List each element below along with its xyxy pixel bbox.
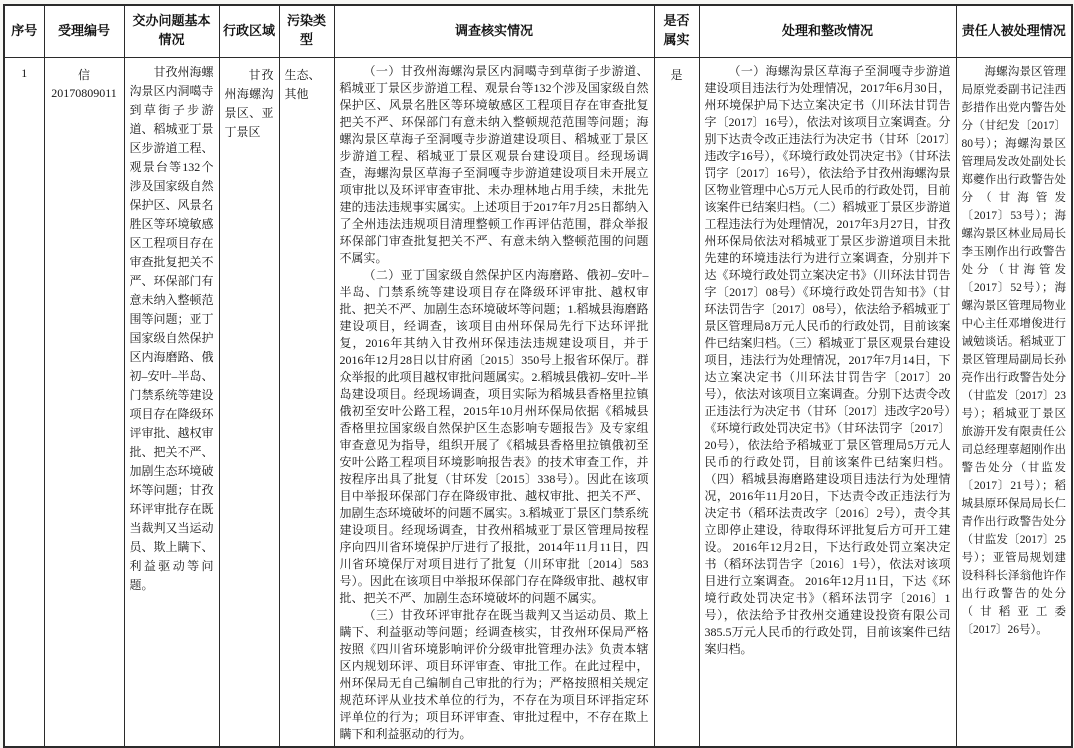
header-cell-region: 行政区域 [219, 5, 279, 57]
investigation-para-1: （一）甘孜州海螺沟景区内洞噶寺到草街子步游道、稻城亚丁景区步游道工程、观景台等132个涉及国家级自然保护区、风景名胜区等环境敏感区工程项目存在审查批复把关不严、环保部门有意未纳入整顿规范范围等问题；海螺沟景区草海子至洞嘎寺步游道建设项目、稻城亚丁景区步游道工程、稻城亚丁景区观景台建设项目。经现场调查，海螺沟景区草海子至洞嘎寺步游道建设项目未开展立项审批以及环评审查审批、未办理林地占用手续，未批先建的违法违规事实属实。上述项目于2017年7月25日都纳入了全州违法违规项目清理整顿工作再评估范围，群众举报环保部门审查批复把关不严、有意未纳入整顿范围的问题不属实。 [339, 63, 649, 265]
header-cell-case-no: 受理编号 [44, 5, 124, 57]
cell-region: 甘孜州海螺沟景区、亚丁景区 [219, 57, 279, 747]
problem-text: 甘孜州海螺沟景区内洞噶寺到草街子步游道、稻城亚丁景区步游道工程、观景台等132个涉及国家级自然保护区、风景名胜区等环境敏感区工程项目存在审查批复把关不严、环保部门有意未纳入整顿范围等问题；亚丁国家级自然保护区内海磨路、俄初–安叶–半岛、门禁系统等建设项目存在降级环评审批、越权审批、把关不严、加剧生态环境破坏等问题；甘孜环评审批存在既当裁判又当运动员、欺上瞒下、利益驱动等问题。 [129, 64, 214, 592]
table-header-row [4, 5, 1072, 57]
table-row [4, 57, 1072, 747]
accountability-text: 海螺沟景区管理局原党委副书记洼西彭措作出党内警告处分（甘纪发〔2017〕80号）；海螺沟景区管理局发改处副处长郑夔作出行政警告处分（甘海管发〔2017〕53号）；海螺沟景区林业局局长李玉刚作出行政警告处分（甘海管发〔2017〕52号）；海螺沟景区管理局物业中心主任邓增俊进行诫勉谈话。稻城亚丁景区管理局副局长孙亮作出行政警告处分（甘监发〔2017〕23号）；稻城亚丁景区旅游开发有限责任公司总经理辜超刚作出警告处分（甘监发〔2017〕21号）；稻城县原环保局局长仁青作出行政警告处分（甘监发〔2017〕25号）；亚管局规划建设科科长泽翁他许作出行政警告的处分（甘稻亚工委〔2017〕26号）。 [961, 65, 1066, 636]
header-cell-investigation: 调查核实情况 [334, 5, 654, 57]
header-cell-handling: 处理和整改情况 [699, 5, 956, 57]
investigation-para-2: （二）亚丁国家级自然保护区内海磨路、俄初–安叶–半岛、门禁系统等建设项目存在降级环评审批、越权审批、把关不严、加剧生态环境破坏等问题；1.稻城县海磨路建设项目，经调查，该项目由州环保局先行下达环评批复，2016年其纳入甘孜州环保违法违规建设项目，并于2016年12月28日以甘府函〔2015〕350号上报省环保厅。群众举报的此项目越权审批问题属实。2.稻城县俄初–安叶–半岛建设项目。经现场调查，项目实际为稻城县香格里拉镇俄初至安叶公路工程，2015年10月州环保局依据《稻城县香格里拉国家级自然保护区生态影响专题报告》及专家组审查意见为指导，组织开展了《稻城县香格里拉镇俄初至安叶公路工程项目环境影响报告表》的技术审查工作，并按程序出具了批复（甘环发〔2015〕338号）。因此在该项目中举报环保部门存在降级审批、越权审批、把关不严、加剧生态环境破坏的问题不属实。3.稻城亚丁景区门禁系统建设项目。经现场调查，甘孜州稻城亚丁景区管理局按程序向四川省环境保护厅进行了报批，2014年11月11日，四川省环境保厅对项目进行了批复（川环审批〔2014〕583号）。因此在该项目中举报环保部门存在降级审批、越权审批、把关不严、加剧生态环境破坏的问题不属实。 [339, 267, 649, 605]
inspection-report-table [3, 4, 1073, 748]
cell-investigation [334, 57, 654, 747]
cell-case-no [44, 57, 124, 747]
cell-verified: 是 [654, 57, 699, 747]
header-cell-problem: 交办问题基本情况 [124, 5, 219, 57]
cell-accountability [956, 57, 1072, 747]
cell-seq: 1 [4, 57, 44, 747]
case-no-prefix: 信 [77, 67, 90, 82]
cell-problem [124, 57, 219, 747]
investigation-para-3: （三）甘孜环评审批存在既当裁判又当运动员、欺上瞒下、利益驱动等问题；经调查核实，甘孜州环保局严格按照《四川省环境影响评价分级审批管理办法》负责本辖区内规划环评、项目环评审查、审批工作。在此过程中，州环保局无自己编制自己审批的行为；严格按照相关规定规范环评从业技术单位的行为，不存在为项目环评指定环评单位的行为；项目环评审查、审批过程中，不存在欺上瞒下和利益驱动的行为。 [339, 607, 649, 741]
handling-text: （一）海螺沟景区草海子至洞嘎寺步游道建设项目违法行为处理情况，2017年6月30日，州环境保护局下达立案决定书（川环法甘罚告字〔2017〕16号），依法对该项目立案调查。分别下达责令改正违法行为决定书（甘环〔2017〕违改字16号），《环境行政处罚决定书》（甘环法罚字〔2017〕16号），依法给予甘孜州海螺沟景区物业管理中心5万元人民币的行政处罚，目前该案件已结案归档。（二）稻城亚丁景区步游道工程违法行为处理情况，2017年3月27日，甘孜州环保局依法对稻城亚丁景区步游道项目未批先建的环境违法行为进行立案调查，分别并下达《环境行政处罚立案决定书》（川环法甘罚告字〔2017〕08号）《环境行政处罚告知书》（甘环法罚告字〔2017〕08号），依法给予稻城亚丁景区管理局8万元人民币的行政处罚，目前该案件已结案归档。（三）稻城亚丁景区观景台建设项目，违法行为处理情况，2017年7月14日，下达立案决定书（川环法甘罚告字〔2017〕20号），依法对该项目立案调查。分别下达责令改正违法行为决定书（甘环〔2017〕违改字20号）《环境行政处罚决定书》（甘环法罚字〔2017〕20号），依法给予稻城亚丁景区管理局5万元人民币的行政处罚，目前该案件已结案归档。（四）稻城县海磨路建设项目违法行为处理情况，2016年11月20日，下达责令改正违法行为决定书（稻环法责改字〔2016〕2号），责令其立即停止建设，待取得环评批复后方可开工建设。 2016年12月2日，下达行政处罚立案决定书（稻环法罚告字〔2016〕1号），依法对该项目进行立案调查。 2016年12月11日，下达《环境行政处罚决定书》（稻环法罚字〔2016〕1号），依法给予甘孜州交通建设投资有限公司385.5万元人民币的行政处罚，目前该案件已结案归档。 [704, 63, 951, 656]
header-cell-accountability: 责任人被处理情况 [956, 5, 1072, 57]
header-cell-seq: 序号 [4, 5, 44, 57]
header-cell-verified: 是否属实 [654, 5, 699, 57]
case-no-number: 20170809011 [51, 85, 117, 100]
cell-handling [699, 57, 956, 747]
cell-pollution-type: 生态、其他 [279, 57, 334, 747]
header-cell-pollution-type: 污染类型 [279, 5, 334, 57]
